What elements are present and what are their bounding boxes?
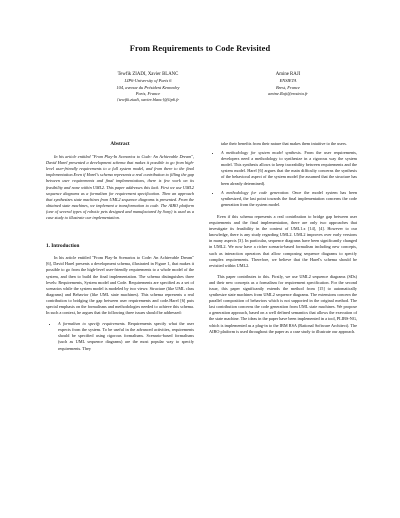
author-email: {tewfik.ziadi, xavier.blanc}@lip6.fr: [116, 97, 180, 103]
list-item: [58, 321, 194, 351]
bullet-text: Requirements specify what the user expects from the system. To be useful in the advanced activities, requirements should be specified using rigorous formalisms. Scenario-based formalisms (such as UML sequence diagrams) are the most popular way to specify requirements. They: [58, 321, 194, 351]
abstract-heading: Abstract: [110, 141, 130, 147]
bullet-emphasis: A formalism to specify requirements.: [58, 321, 126, 327]
author-names: Amine RAJI: [275, 72, 301, 77]
author-city: Brest, France: [276, 84, 300, 90]
intro-paragraph-2: Even if this schema represents a real contribution to bridge gap between user requirements and the final implementation, there are only two approaches that investigate its feasibility in the context of UML1.x [14], [4]. However to our knowledge, there is any study regarding UML2. UML2 improves over early versions in many aspects [3]. In particular, sequence diagrams have been significantly changed in UML2. We now have a richer scenario-based formalism including new concepts, such as interaction operators that allow composing sequence diagrams to specify complex requirements. Therefore, we believe that the Harel's schema should be revisited within UML2.: [209, 213, 357, 268]
bullet-text: take their benefits from their nature that makes them intuitive to the users.: [221, 141, 347, 146]
intro-paragraph-1: In his article entitled "From Play-In Scenarios to Code: An Achievable Dream" [6], David Harel presents a development schema, illustrated in Figure 1, that makes it possible to go from the high-level user-friendly requirements to a whole model of the system, and then to build the final implementation. The schema distinguishes three levels: Requirements, System model and Code. Requirements are specified as a set of scenarios while the system model is modeled by two views: Structure (like UML class diagrams) and Behavior (like UML state machines). This schema represents a real contribution to bridging the gap between user requirements and code.Harel [6] puts special emphasis on the formalisms and methodologies needed to achieve this schema. In such a context, he argues that the following three issues should be addressed:: [46, 255, 194, 316]
bullet-text: From the user requirements, developers need a methodology to synthesize in a rigorous way the system model. This synthesis allows to keep traceability between requirements and the system model. Harel [6] argues that the main difficulty concerns the synthesis of the behavioral aspect of the system model (he assumed that the structure has been already determined).: [221, 150, 357, 186]
list-item: [221, 190, 357, 208]
bullet-text: Once the model system has been synthesized, the last point towards the final implementation concerns the code generation from the system model.: [221, 189, 357, 207]
author-block-left: [88, 72, 208, 103]
author-email: amine.Raji@ensieta.fr: [268, 90, 308, 96]
right-column: [209, 141, 357, 340]
paper-title: From Requirements to Code Revisited: [129, 44, 271, 53]
author-block-right: [236, 72, 340, 97]
author-affiliation: LIP6-University of Paris 6: [124, 78, 172, 84]
bullet-emphasis: A methodology for code generation.: [221, 189, 290, 195]
author-affiliation: ENSIETA: [279, 78, 297, 84]
bullet-emphasis: A methodology for system model synthesis.: [221, 150, 302, 156]
intro-paragraph-3: This paper contributes to this. Firstly, we use UML2 sequence diagrams (SDs) and their new concepts as a formalism for requirement specification. For the second issue, this paper significantly extends the method from [15] to automatically synthesize state machines from UML2 sequence diagrams. The extensions concern the parallel composition of behaviors which is not supported in the original method. The last contribution concerns the code generation from UML state machines. We propose a generation approach, based on a well defined semantics that allows the execution of the state machine. The ideas in the paper have been implemented in a tool, PLIBS-NG, which is implemented as a plug-in to the IBM RSA (Rational Software Architect). The AIBO platform is used throughout the paper as a case study to illustrate our approach.: [209, 273, 357, 334]
author-names: Tewfik ZIADI, Xavier BLANC: [117, 72, 179, 77]
author-city: Paris, France: [135, 90, 161, 96]
issues-list: [46, 321, 194, 351]
issues-list-continued: [209, 141, 357, 208]
author-address: 104, avenue du Président Kennedey: [116, 84, 180, 90]
list-item-continuation: [221, 141, 357, 147]
section-heading-introduction: 1. Introduction: [46, 243, 80, 250]
list-item: [221, 150, 357, 187]
abstract-text: In his article entitled "From Play-In Scenarios to Code: An Achievable Dream", David Harel presented a development schema that makes it possible to go from high-level user-friendly requirements to a full system model, and from there to the final implementation.Even if Harel's schema represents a real contribution to filling the gap between user requirements and final implementations, there is few work on its feasibility and none within UML2. This paper addresses this lack. First we use UML2 sequence diagrams as a formalism for requirement specification. Then an approach that synthesizes state machines from UML2 sequence diagrams is presented. From the obtained state machines, we implement a transformation to code. The AIBO platform (one of several types of robotic pets designed and manufactured by Sony) is used as a case study to illustrate our implementation.: [46, 154, 194, 221]
left-column: [46, 141, 194, 355]
